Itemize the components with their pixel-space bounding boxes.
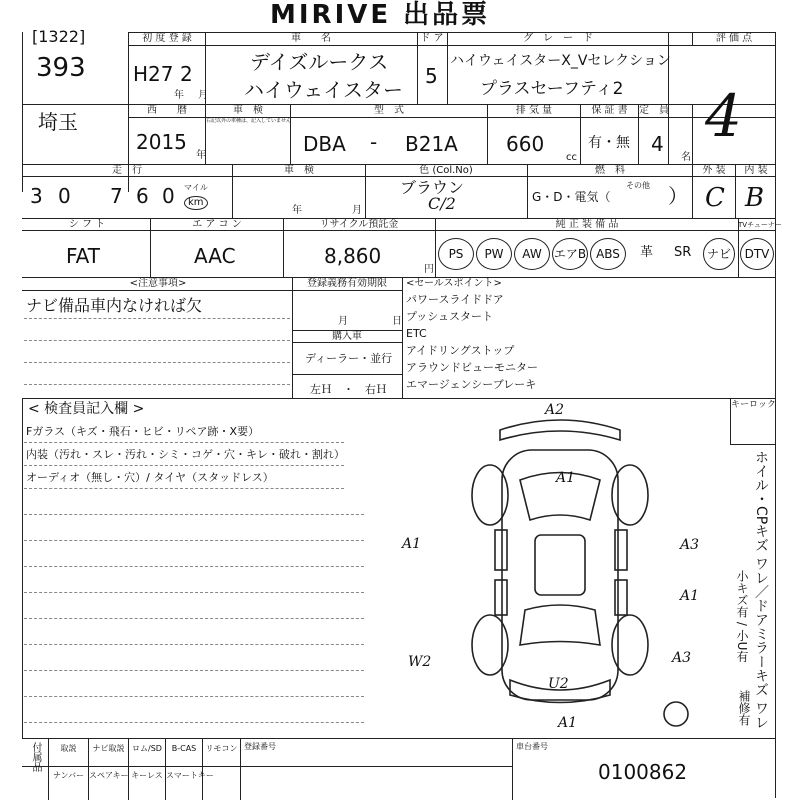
recycle: 8,860 bbox=[324, 244, 382, 268]
label-year: 西 暦 bbox=[147, 105, 187, 116]
deadline-day: 日 bbox=[392, 316, 402, 327]
side-text-repair: 補修有 bbox=[737, 690, 751, 726]
mileage-digit: 3 bbox=[30, 184, 43, 208]
car-name-1: デイズルークス bbox=[250, 50, 389, 74]
grade-2: プラスセーフティ2 bbox=[480, 79, 624, 99]
era-year: H27 bbox=[133, 62, 174, 86]
mileage-digit: 7 bbox=[110, 184, 123, 208]
row-line bbox=[730, 444, 776, 445]
year-unit: 年 bbox=[196, 150, 206, 161]
col-line bbox=[402, 277, 403, 398]
acc-navi-manual: ナビ取説 bbox=[92, 744, 125, 753]
acc-rom-sd: ロム/SD bbox=[132, 744, 162, 753]
inspector-line-glass: Fガラス（キズ・飛石・ヒビ・リペア跡・X要） bbox=[26, 425, 260, 438]
insp-line bbox=[24, 514, 364, 515]
mileage-digit: 6 bbox=[136, 184, 149, 208]
side-text-sub: 小キズ有 / 小U有 bbox=[735, 570, 749, 663]
col-line bbox=[512, 738, 513, 800]
note-line bbox=[24, 362, 290, 363]
notes: ナビ備品車内なければ欠 bbox=[26, 296, 203, 315]
equip-sr: SR bbox=[674, 245, 692, 260]
month-suffix: 月 bbox=[198, 90, 208, 101]
note-line bbox=[24, 318, 290, 319]
damage-mark: A1 bbox=[680, 588, 700, 604]
acc-spare-key: スペアキー bbox=[89, 771, 129, 780]
row-line bbox=[128, 45, 776, 46]
row-line bbox=[22, 398, 776, 399]
label-warranty: 保 証 書 bbox=[591, 105, 628, 116]
label-fuel: 燃 料 bbox=[595, 165, 625, 176]
label-shift: シ フ ト bbox=[68, 219, 106, 230]
lot-number: 393 bbox=[36, 53, 86, 83]
equip-leather: 革 bbox=[640, 245, 654, 260]
inspect-month: 月 bbox=[352, 205, 362, 216]
insp-line bbox=[24, 722, 364, 723]
side-text-main: ホイル・CPキズ ワレ／ドアミラーキズ ワレ bbox=[753, 450, 769, 730]
label-notes: <注意事項> bbox=[129, 278, 187, 289]
label-color: 色 (Col.No) bbox=[419, 165, 473, 176]
insp-line bbox=[24, 670, 364, 671]
label-exterior: 外 装 bbox=[702, 165, 726, 176]
damage-mark: U2 bbox=[548, 676, 569, 692]
label-recycle: リサイクル預託金 bbox=[319, 219, 399, 230]
sales-point: プッシュスタート bbox=[406, 310, 494, 323]
insp-line bbox=[24, 644, 364, 645]
fuel: G・D・電気（ bbox=[532, 190, 611, 204]
km-circle: km bbox=[184, 196, 208, 210]
label-mileage: 走 行 bbox=[112, 165, 142, 176]
acc-keyless: キーレス bbox=[131, 771, 163, 780]
year-suffix: 年 bbox=[174, 90, 184, 101]
insp-line bbox=[24, 592, 364, 593]
model-prefix: DBA bbox=[303, 132, 346, 156]
equip-aw: AW bbox=[514, 238, 550, 270]
inspector-line-audio: オーディオ（無し・穴）/ タイヤ（スタッドレス） bbox=[26, 471, 274, 484]
fuel-close: ） bbox=[668, 184, 688, 208]
score: 4 bbox=[705, 82, 742, 150]
damage-mark: A1 bbox=[556, 470, 576, 486]
inspector-line-interior: 内装（汚れ・スレ・汚れ・シミ・コゲ・穴・キレ・破れ・割れ） bbox=[26, 448, 345, 461]
warranty: 有・無 bbox=[588, 135, 630, 151]
model-code: B21A bbox=[405, 132, 458, 156]
displacement: 660 bbox=[506, 132, 545, 156]
color: ブラウン bbox=[400, 178, 465, 197]
inspector-title: < 検査員記入欄 > bbox=[28, 401, 145, 417]
mileage-digit: 0 bbox=[162, 184, 175, 208]
damage-mark: A3 bbox=[680, 537, 700, 553]
label-chassis-no: 車台番号 bbox=[516, 742, 548, 751]
fuel-other: その他 bbox=[626, 181, 650, 190]
row-line bbox=[22, 766, 512, 767]
damage-mark: W2 bbox=[408, 654, 432, 670]
label-model: 型 式 bbox=[374, 105, 404, 116]
frame-note: 右記以外の車種は、記入していません bbox=[206, 118, 292, 124]
shift: FAT bbox=[66, 244, 101, 268]
label-vehicle-inspect: 車 検 bbox=[233, 105, 263, 116]
row-line bbox=[22, 290, 402, 291]
sales-point: アラウンドビューモニター bbox=[406, 361, 538, 374]
purchase-dealer: ディーラー・並行 bbox=[305, 352, 393, 365]
car-diagram bbox=[440, 410, 720, 730]
reg-month: 2 bbox=[180, 62, 193, 86]
equip-airbag: エアB bbox=[552, 238, 588, 270]
label-reg-deadline: 登録義務有効期限 bbox=[307, 278, 387, 289]
equip-navi: ナビ bbox=[703, 238, 735, 270]
lot-code: [1322] bbox=[32, 27, 86, 46]
sales-point: パワースライドドア bbox=[406, 293, 504, 306]
frame-left-2 bbox=[22, 398, 23, 738]
label-tuner: TVチューナー bbox=[738, 221, 782, 229]
chassis-number: 0100862 bbox=[598, 760, 688, 784]
sales-point: アイドリングストップ bbox=[406, 344, 515, 357]
color-code: C/2 bbox=[428, 194, 456, 213]
damage-mark: A3 bbox=[672, 650, 692, 666]
sales-point: ETC bbox=[406, 327, 427, 340]
sales-point: エマージェンシーブレーキ bbox=[406, 378, 537, 391]
insp-line bbox=[24, 618, 364, 619]
car-name-2: ハイウェイスター bbox=[244, 78, 403, 102]
acc-smart-key: スマートキー bbox=[166, 771, 214, 780]
damage-mark: A2 bbox=[545, 402, 565, 418]
equip-abs: ABS bbox=[590, 238, 626, 270]
year: 2015 bbox=[136, 130, 187, 154]
label-equipment: 純 正 装 備 品 bbox=[555, 219, 619, 230]
equip-dtv: DTV bbox=[740, 238, 774, 270]
label-doors: ド ア bbox=[420, 33, 444, 44]
label-car-name: 車 名 bbox=[291, 33, 331, 44]
row-line bbox=[22, 738, 776, 739]
insp-line bbox=[24, 488, 344, 489]
capacity-unit: 名 bbox=[681, 152, 691, 163]
acc-bcas: B-CAS bbox=[171, 744, 197, 753]
insp-line bbox=[24, 696, 364, 697]
label-reg-no: 登録番号 bbox=[244, 742, 276, 751]
label-first-reg: 初 度 登 録 bbox=[142, 33, 192, 44]
acc-manual: 取説 bbox=[60, 744, 77, 753]
col-line bbox=[240, 738, 241, 800]
damage-mark: A1 bbox=[402, 536, 422, 552]
cc-unit: cc bbox=[566, 152, 577, 163]
deadline-month: 月 bbox=[338, 316, 348, 327]
label-purchase: 購入車 bbox=[332, 331, 362, 342]
mile-label: マイル bbox=[184, 183, 208, 192]
label-score: 評 価 点 bbox=[715, 33, 753, 44]
sales-point-header: <セールスポイント> bbox=[406, 278, 502, 289]
label-inspect-due: 車 検 bbox=[284, 165, 314, 176]
label-interior: 内 装 bbox=[744, 165, 768, 176]
label-grade: グ レ ー ド bbox=[523, 33, 593, 44]
equip-ps: PS bbox=[438, 238, 474, 270]
acc-remote: リモコン bbox=[205, 744, 238, 753]
region: 埼玉 bbox=[38, 110, 78, 134]
frame-left bbox=[22, 32, 23, 192]
purchase-handle: 左Ｈ ・ 右Ｈ bbox=[310, 383, 387, 396]
interior-grade: B bbox=[745, 183, 765, 213]
note-line bbox=[24, 384, 290, 385]
inspect-year: 年 bbox=[292, 205, 302, 216]
label-accessories: 付属品 bbox=[30, 742, 41, 772]
label-keylock: キーロック bbox=[731, 400, 776, 410]
yen-unit: 円 bbox=[424, 264, 434, 275]
doors: 5 bbox=[425, 64, 438, 88]
insp-line bbox=[24, 566, 364, 567]
grade-1: ハイウェイスターX_Vセレクション bbox=[450, 53, 671, 69]
row-line bbox=[292, 374, 402, 375]
damage-mark: A1 bbox=[558, 715, 578, 731]
label-displacement: 排 気 量 bbox=[515, 105, 553, 116]
col-line bbox=[692, 104, 693, 164]
col-line bbox=[668, 32, 669, 164]
note-line bbox=[24, 340, 290, 341]
insp-line bbox=[24, 465, 344, 466]
aircon: AAC bbox=[194, 244, 236, 268]
mileage-digit: 0 bbox=[58, 184, 71, 208]
frame-right bbox=[775, 32, 776, 400]
exterior-grade: C bbox=[705, 183, 725, 213]
acc-plate: ナンバー bbox=[52, 771, 85, 780]
equip-pw: PW bbox=[476, 238, 512, 270]
label-aircon: エ ア コ ン bbox=[192, 219, 242, 230]
model-dash: - bbox=[370, 130, 378, 154]
page-title: MIRIVE 出品票 bbox=[270, 0, 491, 30]
label-capacity: 定 員 bbox=[639, 105, 669, 116]
capacity: 4 bbox=[651, 132, 664, 156]
insp-line bbox=[24, 442, 344, 443]
insp-line bbox=[24, 540, 364, 541]
